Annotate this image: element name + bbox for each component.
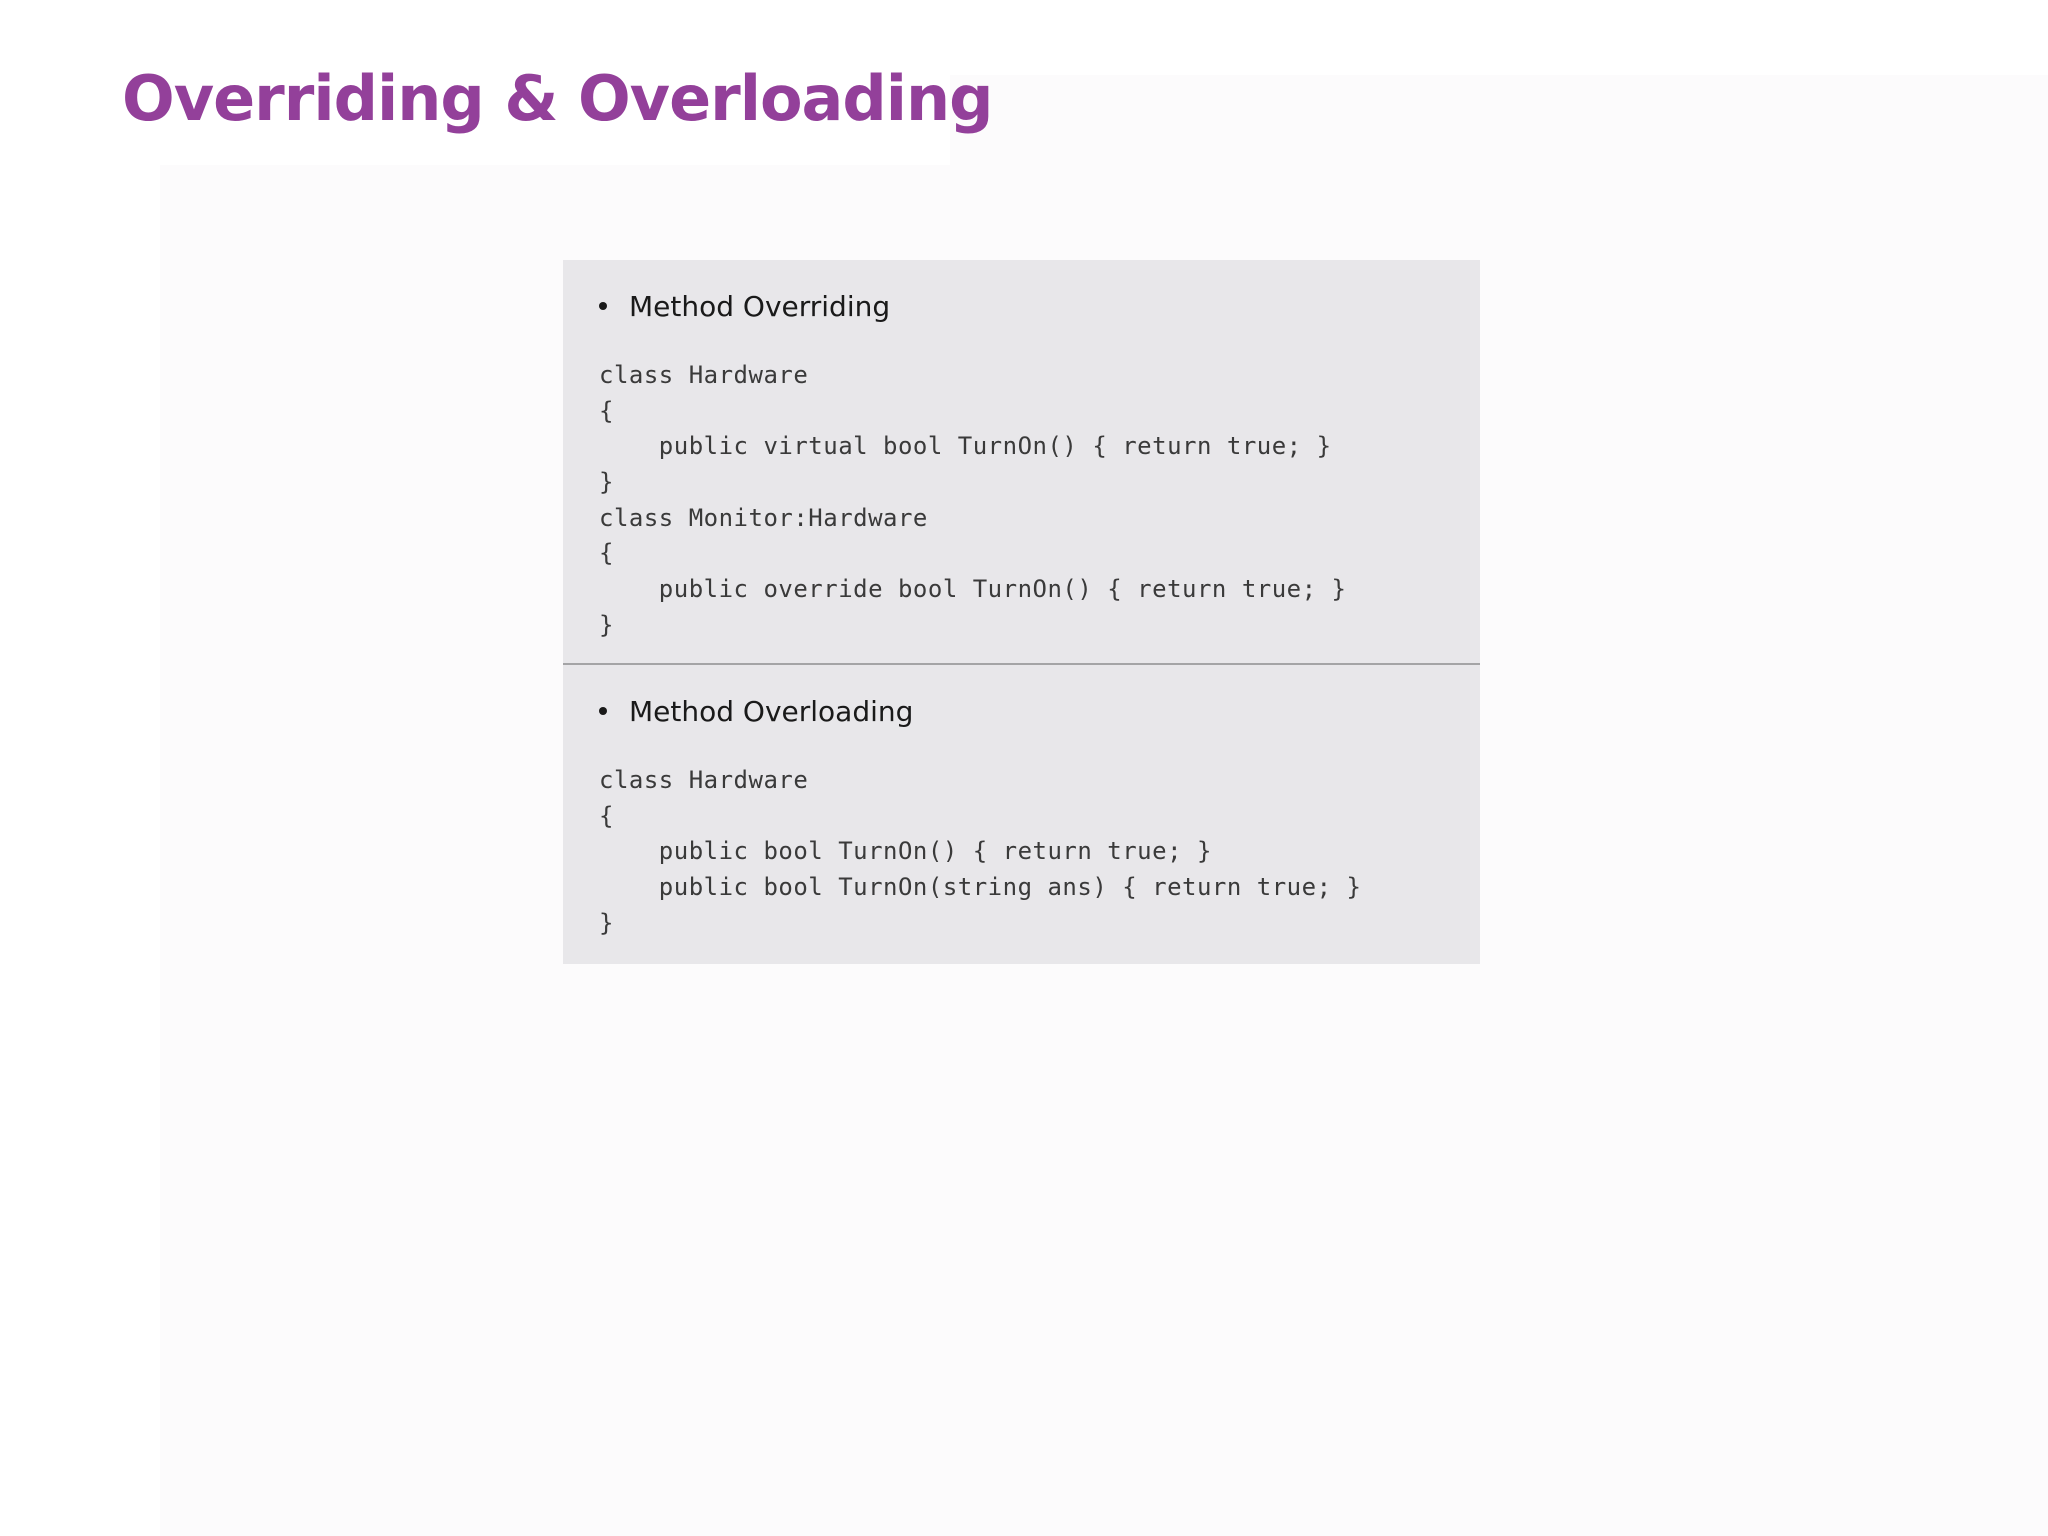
section-heading: Method Overloading	[629, 694, 914, 728]
title-area	[0, 0, 993, 165]
code-line: {	[599, 539, 614, 568]
code-line: {	[599, 801, 614, 830]
bullet-icon	[599, 707, 607, 715]
code-line: }	[599, 610, 614, 639]
bullet-icon	[599, 302, 607, 310]
code-line: public override bool TurnOn() { return true; }	[599, 575, 1347, 604]
code-line: {	[599, 396, 614, 425]
method-overloading-section	[563, 665, 1480, 964]
bullet-item	[599, 693, 913, 729]
bullet-item	[599, 288, 890, 324]
code-line: class Monitor:Hardware	[599, 503, 928, 532]
method-overriding-section	[563, 260, 1480, 663]
code-line: class Hardware	[599, 766, 809, 794]
slide-title: Overriding & Overloading	[122, 62, 993, 135]
code-line: public bool TurnOn() { return true; }	[599, 837, 1212, 866]
code-block	[599, 763, 1361, 941]
code-block	[599, 358, 1346, 644]
code-line: }	[599, 468, 614, 497]
section-heading: Method Overriding	[629, 289, 891, 323]
code-line: public virtual bool TurnOn() { return true; }	[599, 432, 1332, 461]
code-line: public bool TurnOn(string ans) { return true; }	[599, 873, 1362, 902]
code-example-panel	[563, 260, 1480, 964]
code-line: }	[599, 908, 614, 937]
code-line: class Hardware	[599, 361, 809, 389]
